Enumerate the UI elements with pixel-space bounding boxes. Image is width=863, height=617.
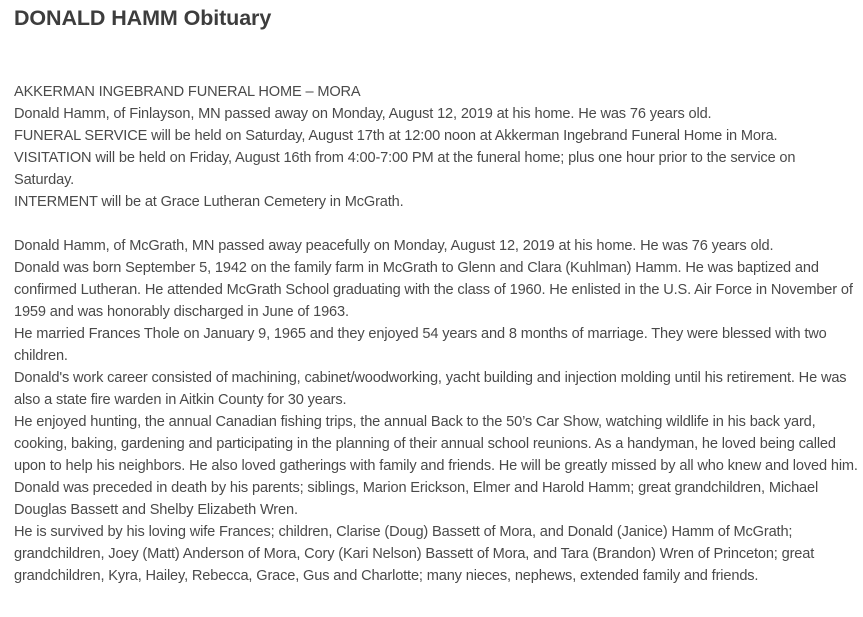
page-title: DONALD HAMM Obituary <box>14 6 272 30</box>
obituary-page <box>14 0 859 584</box>
interment-line: INTERMENT will be at Grace Lutheran Cemetery in McGrath. <box>14 194 404 210</box>
funeral-home-line: AKKERMAN INGEBRAND FUNERAL HOME – MORA <box>14 84 361 100</box>
bio-paragraph-death: Donald Hamm, of McGrath, MN passed away peacefully on Monday, August 12, 2019 at his home. He was 76 years old. <box>14 238 774 254</box>
paragraph-spacer <box>14 213 859 235</box>
bio-paragraph-marriage: He married Frances Thole on January 9, 1965 and they enjoyed 54 years and 8 months of marriage. They were blessed with two children. <box>14 326 827 364</box>
bio-paragraph-preceded: Donald was preceded in death by his parents; siblings, Marion Erickson, Elmer and Harold Hamm; great grandchildren, Michael Douglas Bassett and Shelby Elizabeth Wren. <box>14 480 819 518</box>
bio-paragraph-early-life: Donald was born September 5, 1942 on the family farm in McGrath to Glenn and Clara (Kuhlman) Hamm. He was baptized and confirmed Lutheran. He attended McGrath School graduating with the class of 1960. He enlisted in the U.S. Air Force in November of 1959 and was honorably discharged in June of 1963. <box>14 260 853 320</box>
obituary-body <box>14 81 859 587</box>
visitation-line: VISITATION will be held on Friday, August 16th from 4:00-7:00 PM at the funeral home; plus one hour prior to the service on Saturday. <box>14 150 796 188</box>
bio-paragraph-survived: He is survived by his loving wife Frances; children, Clarise (Doug) Bassett of Mora, and Donald (Janice) Hamm of McGrath; grandchildren, Joey (Matt) Anderson of Mora, Cory (Kari Nelson) Bassett of Mora, and Tara (Brandon) Wren of Princeton; great grandchildren, Kyra, Hailey, Rebecca, Grace, Gus and Charlotte; many nieces, nephews, extended family and friends. <box>14 524 815 584</box>
death-notice-line: Donald Hamm, of Finlayson, MN passed away on Monday, August 12, 2019 at his home. He was 76 years old. <box>14 106 712 122</box>
funeral-service-line: FUNERAL SERVICE will be held on Saturday, August 17th at 12:00 noon at Akkerman Ingebrand Funeral Home in Mora. <box>14 128 778 144</box>
bio-paragraph-career: Donald's work career consisted of machining, cabinet/woodworking, yacht building and injection molding until his retirement. He was also a state fire warden in Aitkin County for 30 years. <box>14 370 847 408</box>
bio-paragraph-hobbies: He enjoyed hunting, the annual Canadian fishing trips, the annual Back to the 50’s Car Show, watching wildlife in his back yard, cooking, baking, gardening and participating in the planning of their annual school reunions. As a handyman, he loved being called upon to help his neighbors. He also loved gatherings with family and friends. He will be greatly missed by all who knew and loved him. <box>14 414 858 474</box>
